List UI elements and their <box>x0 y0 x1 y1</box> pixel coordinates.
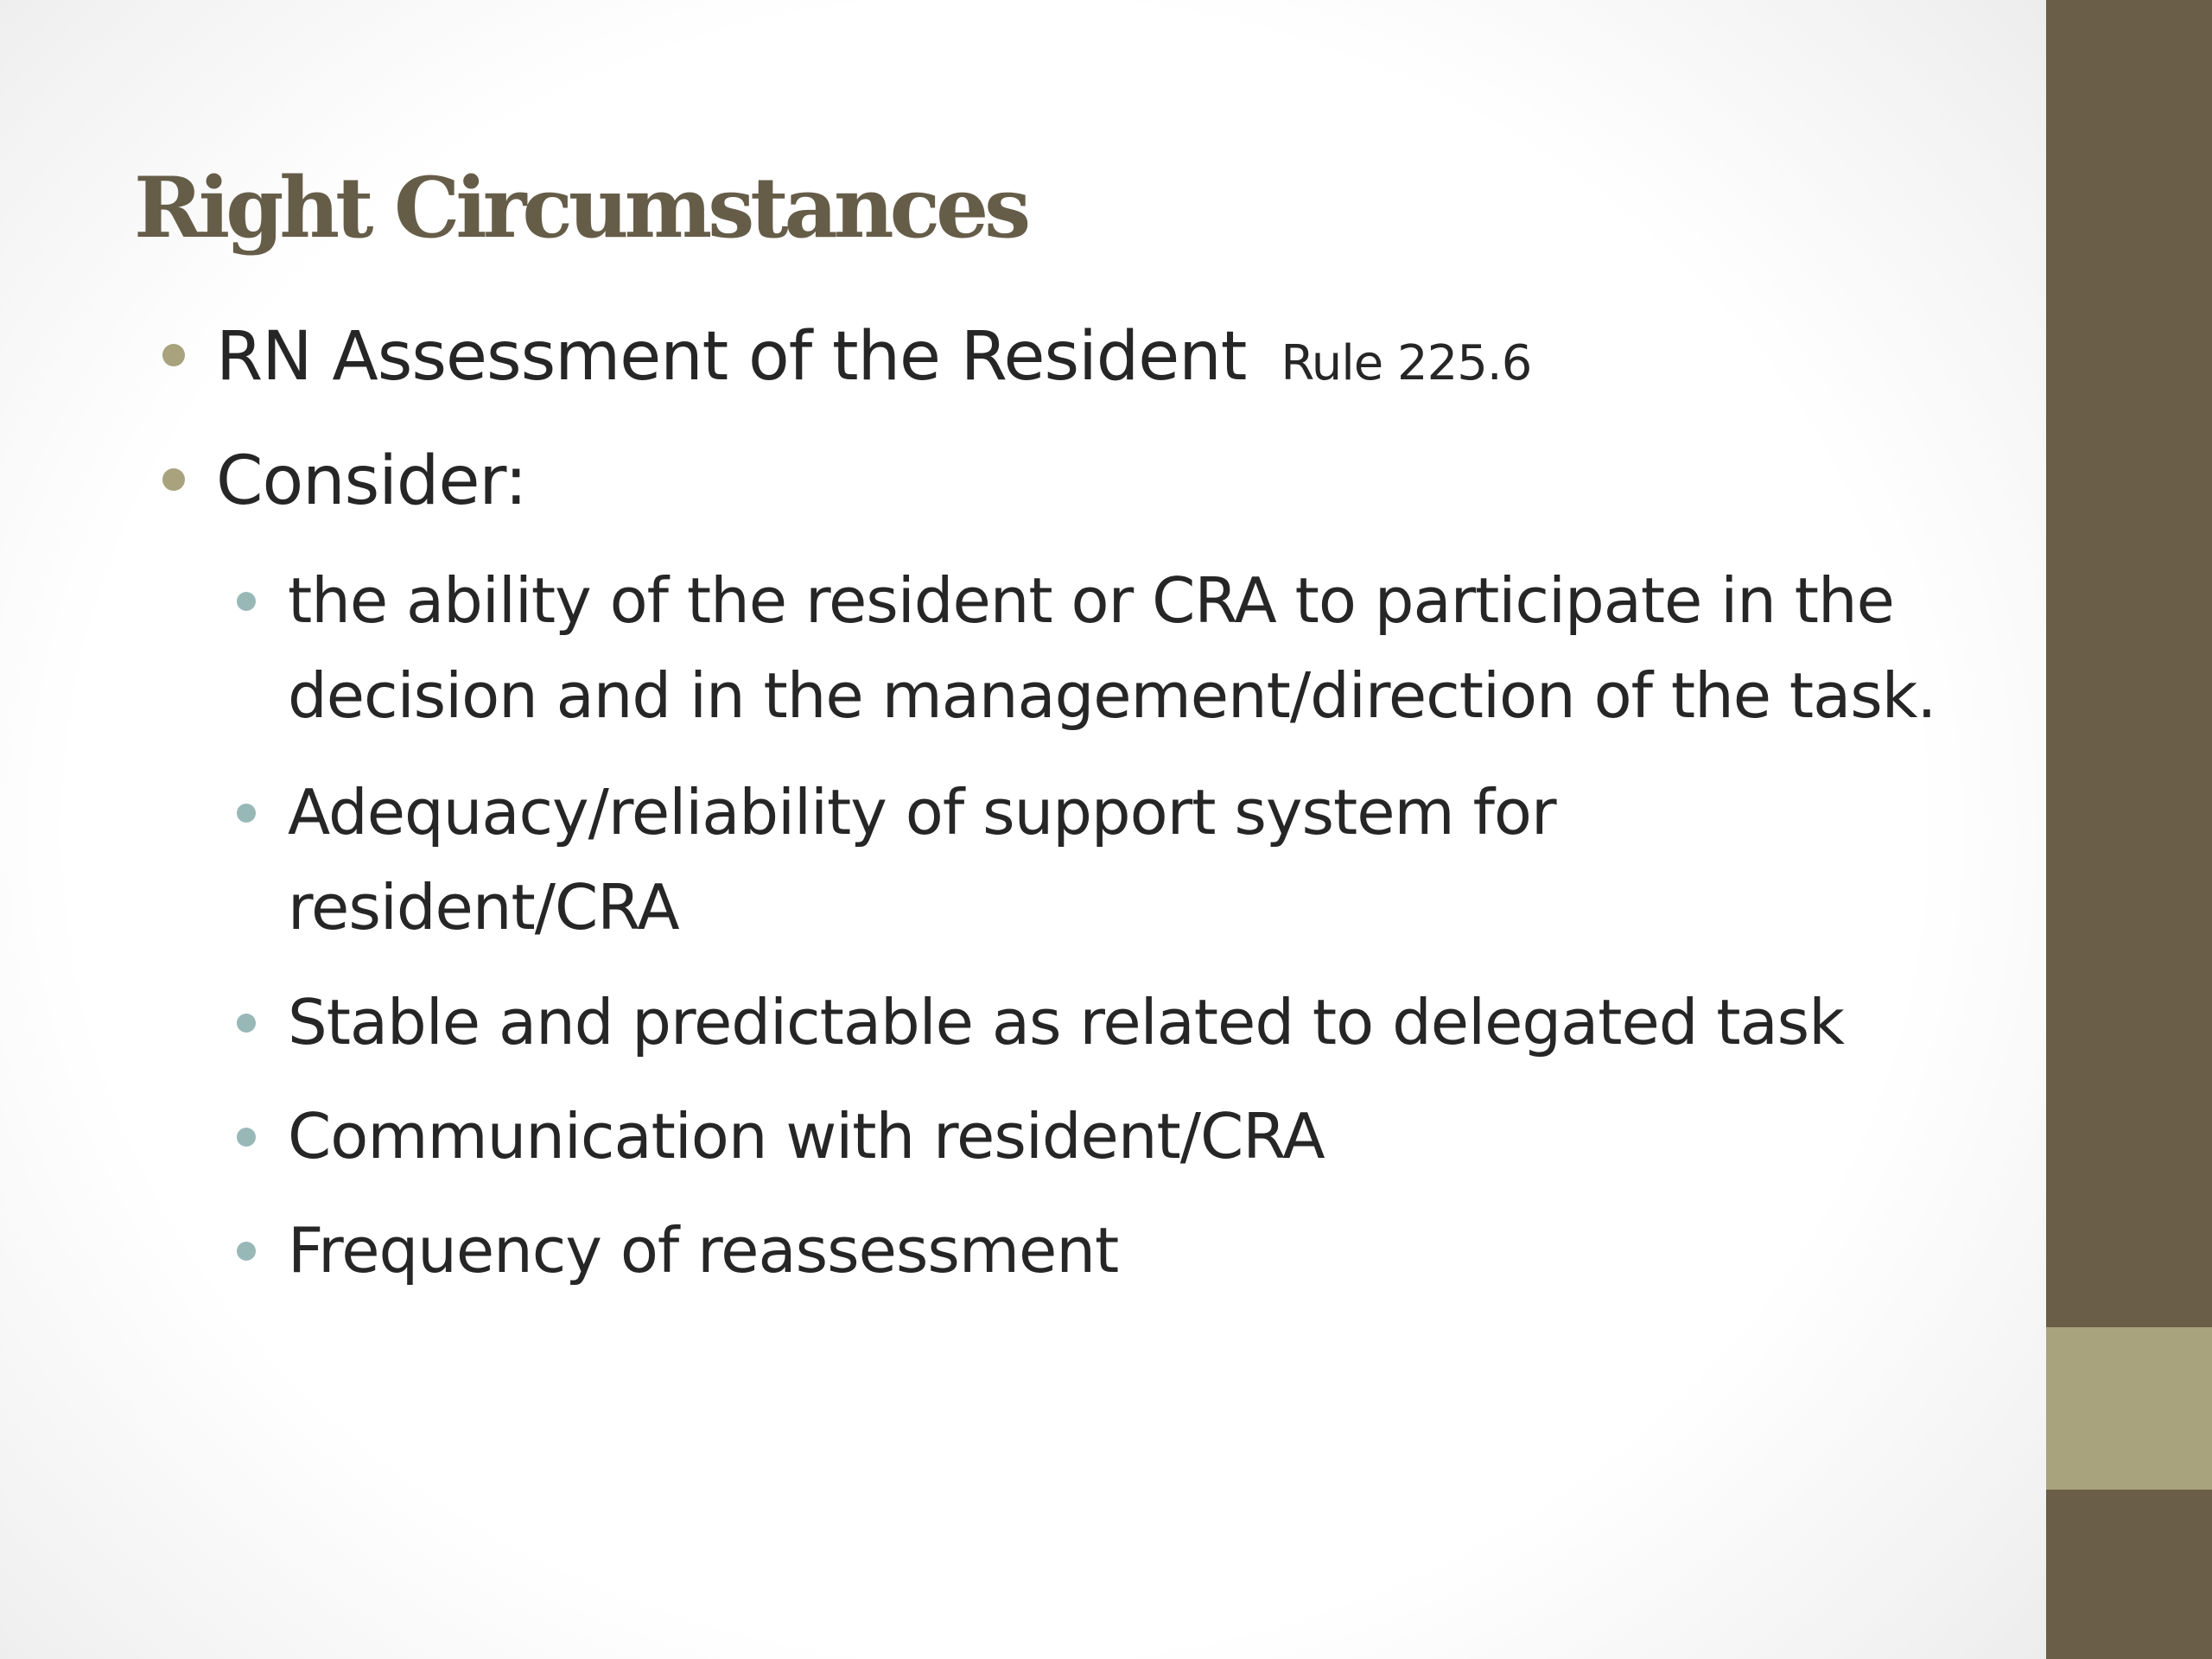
bullet-dot-icon <box>162 468 185 491</box>
bullet-item-consider: Consider: <box>216 442 527 520</box>
sub-bullet-adequacy-line-1: Adequacy/reliability of support system for <box>288 776 1556 849</box>
sub-bullet-dot-icon <box>237 1014 256 1033</box>
sub-bullet-communication: Communication with resident/CRA <box>288 1100 1325 1173</box>
sub-bullet-adequacy-line-2: resident/CRA <box>288 871 679 944</box>
sub-bullet-ability-line-2: decision and in the management/direction of the task. <box>288 659 1936 732</box>
slide-title: Right Circumstances <box>134 159 1027 257</box>
sub-bullet-dot-icon <box>237 592 256 611</box>
bullet-text: RN Assessment of the Resident <box>216 318 1247 396</box>
rule-reference: Rule 225.6 <box>1281 335 1532 391</box>
bullet-item-rn-assessment <box>216 314 1531 407</box>
bullet-dot-icon <box>162 344 185 366</box>
sub-bullet-dot-icon <box>237 1128 256 1147</box>
side-accent-decoration <box>2046 1327 2212 1490</box>
sub-bullet-ability-line-1: the ability of the resident or CRA to participate in the <box>288 564 1894 637</box>
sub-bullet-frequency: Frequency of reassessment <box>288 1214 1119 1287</box>
sub-bullet-dot-icon <box>237 1242 256 1261</box>
sub-bullet-dot-icon <box>237 804 256 823</box>
sub-bullet-stable: Stable and predictable as related to delegated task <box>288 986 1844 1058</box>
